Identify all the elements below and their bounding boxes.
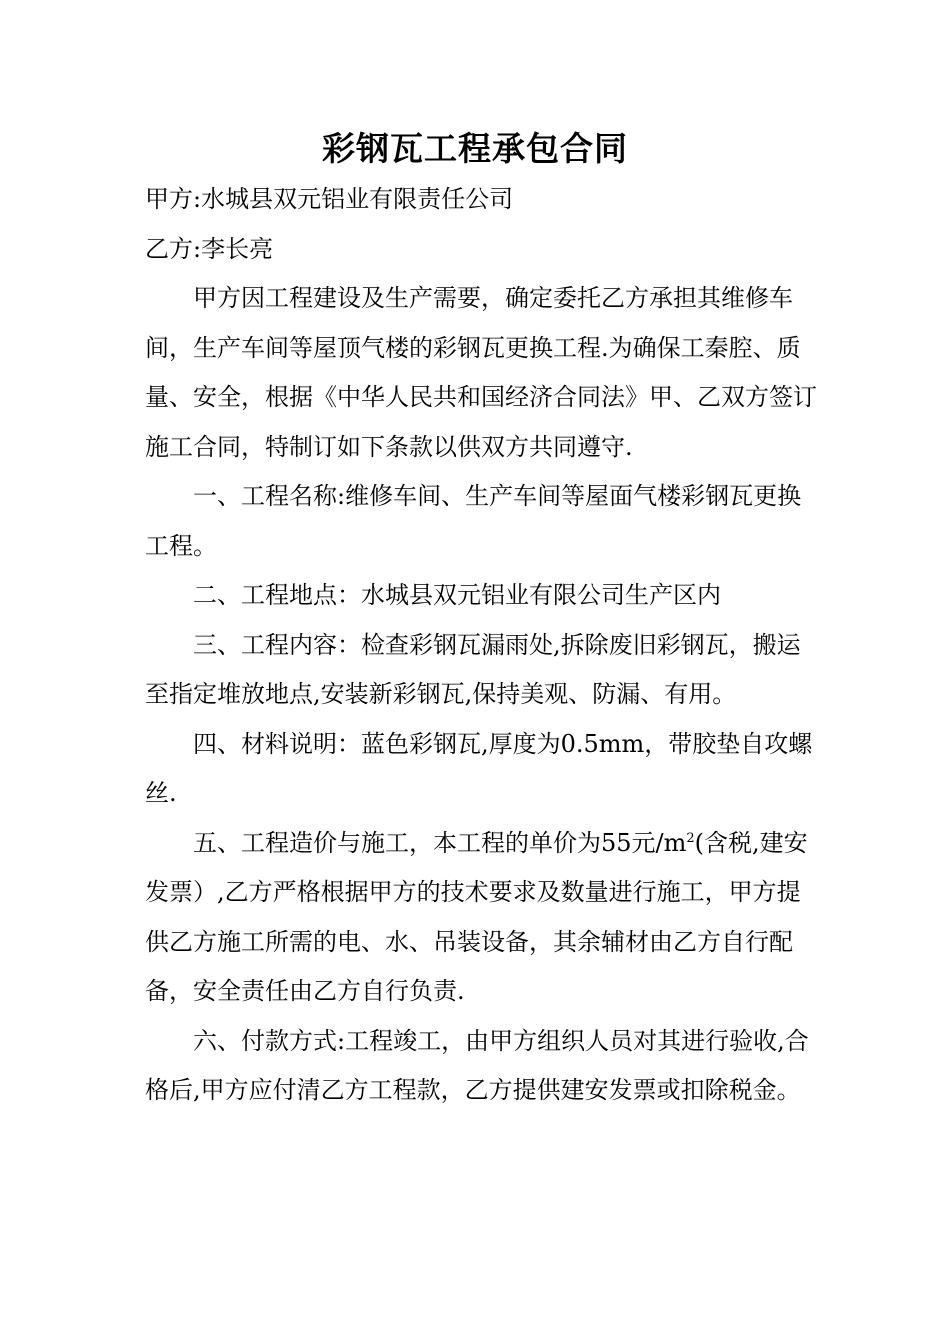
clause-price-continued: (含税,建安发票）,乙方严格根据甲方的技术要求及数量进行施工，甲方提供乙方施工所需的电、水、吊装设备，其余辅材由乙方自行配备，安全责任由乙方自行负责. <box>145 828 808 1005</box>
intro-paragraph: 甲方因工程建设及生产需要，确定委托乙方承担其维修车间，生产车间等屋顶气楼的彩钢瓦更换工程.为确保工秦腔、质量、安全，根据《中华人民共和国经济合同法》甲、乙双方签订施工合同，特制订如下条款以供双方共同遵守. <box>145 284 817 461</box>
clause-project-location: 二、工程地点：水城县双元铝业有限公司生产区内 <box>193 581 721 609</box>
clause-price-text: 五、工程造价与施工，本工程的单价为55元/m <box>193 828 687 857</box>
clause-payment: 六、付款方式:工程竣工，由甲方组织人员对其进行验收,合格后,甲方应付清乙方工程款，乙方提供建安发票或扣除税金。 <box>145 1026 809 1104</box>
party-a: 甲方:水城县双元铝业有限责任公司 <box>145 185 514 213</box>
clause-price-and-construction <box>145 819 817 1017</box>
document-body <box>145 175 817 1116</box>
clause-project-name: 一、工程名称:维修车间、生产车间等屋面气楼彩钢瓦更换工程。 <box>145 482 802 560</box>
square-meter-superscript: 2 <box>686 830 695 846</box>
clause-project-content: 三、工程内容：检查彩钢瓦漏雨处,拆除废旧彩钢瓦，搬运至指定堆放地点,安装新彩钢瓦,保持美观、防漏、有用。 <box>145 630 801 708</box>
clause-materials: 四、材料说明：蓝色彩钢瓦,厚度为0.5mm，带胶垫自攻螺丝. <box>145 729 813 807</box>
document-title: 彩钢瓦工程承包合同 <box>322 129 628 168</box>
party-b: 乙方:李长亮 <box>145 234 274 263</box>
